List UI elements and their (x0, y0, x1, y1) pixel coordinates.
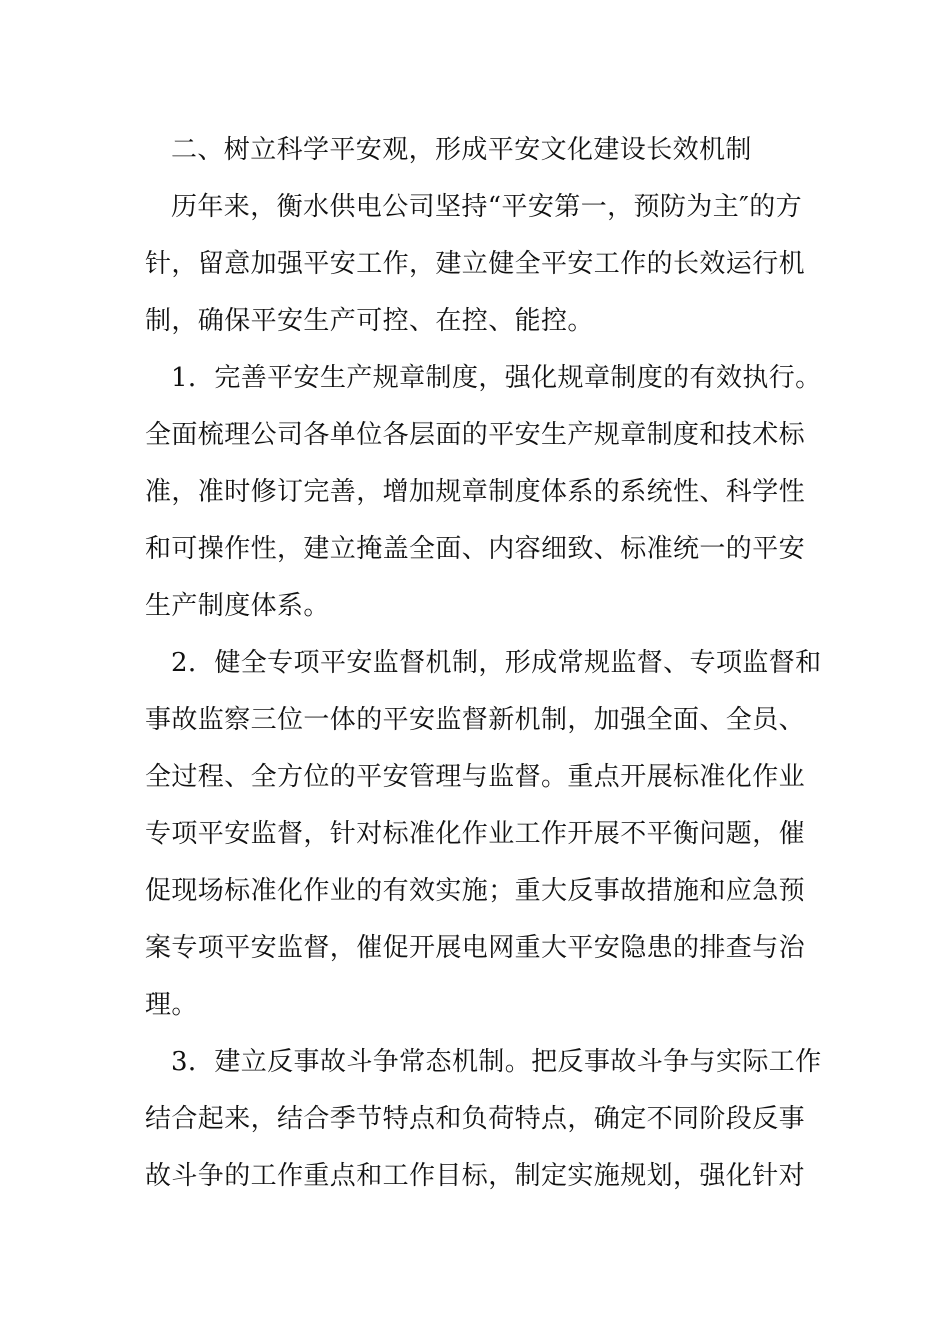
paragraph-line: 针，留意加强平安工作，建立健全平安工作的长效运行机 (145, 249, 806, 279)
paragraph-line: 故斗争的工作重点和工作目标，制定实施规划，强化针对 (145, 1161, 806, 1191)
paragraph-intro (145, 179, 810, 350)
paragraph-line: 全面梳理公司各单位各层面的平安生产规章制度和技术标 (145, 420, 806, 450)
section-heading: 二、树立科学平安观，形成平安文化建设长效机制 (171, 135, 752, 165)
paragraph-line: 1．完善平安生产规章制度，强化规章制度的有效执行。 (171, 363, 822, 393)
paragraph-line: 和可操作性，建立掩盖全面、内容细致、标准统一的平安 (145, 534, 806, 564)
paragraph-item-1 (145, 350, 822, 635)
paragraph-line: 生产制度体系。 (145, 591, 330, 621)
paragraph-line: 准，准时修订完善，增加规章制度体系的系统性、科学性 (145, 477, 806, 507)
paragraph-line: 案专项平安监督，催促开展电网重大平安隐患的排查与治 (145, 933, 806, 963)
paragraph-line: 全过程、全方位的平安管理与监督。重点开展标准化作业 (145, 762, 806, 792)
paragraph-line: 3．建立反事故斗争常态机制。把反事故斗争与实际工作 (171, 1047, 822, 1077)
paragraph-item-3 (145, 1034, 822, 1205)
paragraph-line: 理。 (145, 990, 198, 1020)
paragraph-line: 制，确保平安生产可控、在控、能控。 (145, 306, 594, 336)
paragraph-item-2 (145, 635, 822, 1034)
paragraph-line: 专项平安监督，针对标准化作业工作开展不平衡问题，催 (145, 819, 806, 849)
document-body (145, 122, 822, 1205)
paragraph-line: 结合起来，结合季节特点和负荷特点，确定不同阶段反事 (145, 1104, 806, 1134)
paragraph-line: 促现场标准化作业的有效实施；重大反事故措施和应急预 (145, 876, 806, 906)
paragraph-line: 事故监察三位一体的平安监督新机制，加强全面、全员、 (145, 705, 806, 735)
paragraph-line: 历年来，衡水供电公司坚持“平安第一，预防为主″的方 (171, 192, 803, 222)
paragraph-line: 2．健全专项平安监督机制，形成常规监督、专项监督和 (171, 648, 822, 678)
